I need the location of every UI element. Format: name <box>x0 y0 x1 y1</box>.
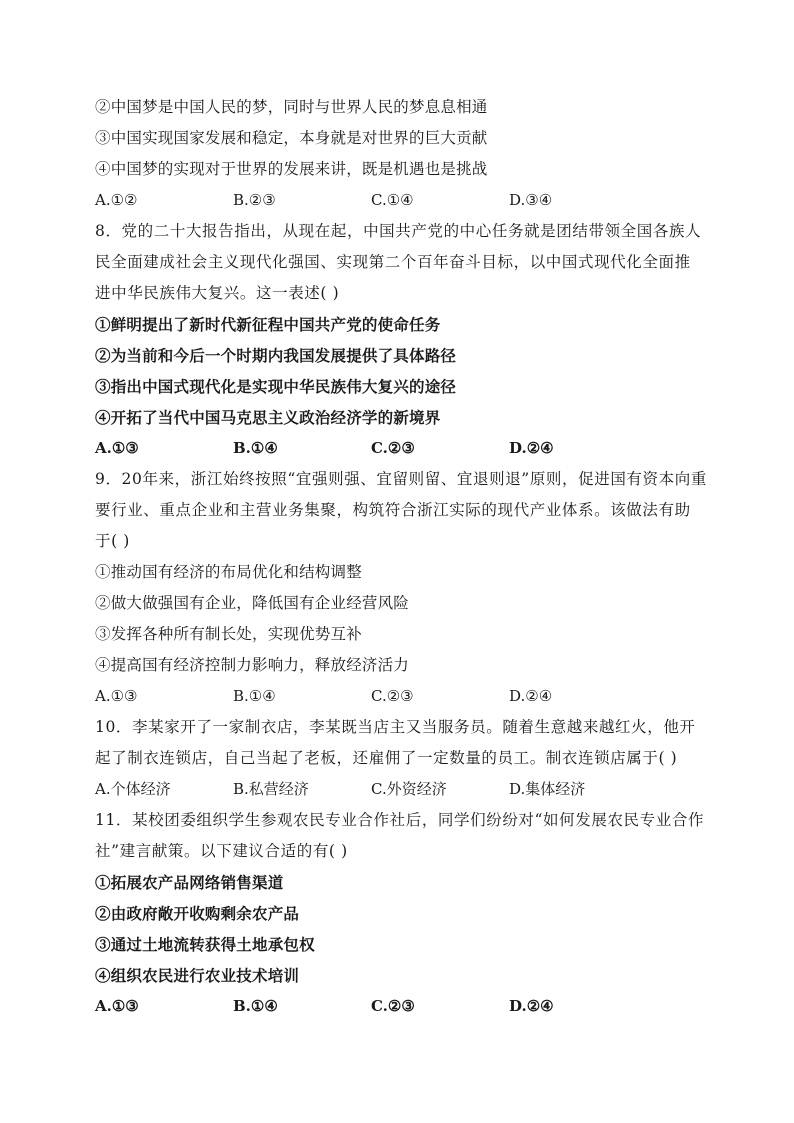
q9-statement-4: ④提高国有经济控制力影响力，释放经济活力 <box>95 656 410 674</box>
q8-stem-line: 民全面建成社会主义现代化强国、实现第二个百年奋斗目标，以中国式现代化全面推 <box>95 253 691 271</box>
q10-stem-line: 10．李某家开了一家制衣店，李某既当店主又当服务员。随着生意越来越红火，他开 <box>95 718 696 736</box>
q9-statement-3: ③发挥各种所有制长处，实现优势互补 <box>95 625 362 643</box>
q9-option-c[interactable]: C.②③ <box>371 687 414 705</box>
q9-stem-line: 于( ) <box>95 532 130 550</box>
q7-statement-4: ④中国梦的实现对于世界的发展来讲，既是机遇也是挑战 <box>95 160 488 178</box>
q11-option-d[interactable]: D.②④ <box>509 997 554 1015</box>
q8-options <box>95 433 705 464</box>
question-11 <box>95 805 705 1022</box>
q9-stem-line: 9．20年来，浙江始终按照“宜强则强、宜留则留、宜退则退”原则，促进国有资本向重 <box>95 470 707 488</box>
q10-option-a[interactable]: A.个体经济 <box>95 780 171 798</box>
q9-option-d[interactable]: D.②④ <box>509 687 553 705</box>
q8-stem-line: 8．党的二十大报告指出，从现在起，中国共产党的中心任务就是团结带领全国各族人 <box>95 222 702 240</box>
q9-statement-1: ①推动国有经济的布局优化和结构调整 <box>95 563 362 581</box>
q11-option-b[interactable]: B.①④ <box>233 997 278 1015</box>
q10-stem-line: 起了制衣连锁店，自己当起了老板，还雇佣了一定数量的员工。制衣连锁店属于( ) <box>95 749 678 767</box>
q11-statement-1: ①拓展农产品网络销售渠道 <box>95 873 284 892</box>
q7-option-c[interactable]: C.①④ <box>371 191 414 209</box>
q8-option-b[interactable]: B.①④ <box>233 439 278 457</box>
q8-option-a[interactable]: A.①③ <box>95 439 139 457</box>
q8-statement-4: ④开拓了当代中国马克思主义政治经济学的新境界 <box>95 408 441 427</box>
q7-options <box>95 185 705 216</box>
q11-statement-4: ④组织农民进行农业技术培训 <box>95 966 300 985</box>
q9-stem-line: 要行业、重点企业和主营业务集聚，构筑符合浙江实际的现代产业体系。该做法有助 <box>95 501 691 519</box>
q9-option-a[interactable]: A.①③ <box>95 687 138 705</box>
q8-option-d[interactable]: D.②④ <box>509 439 554 457</box>
q8-statement-2: ②为当前和今后一个时期内我国发展提供了具体路径 <box>95 346 457 365</box>
q8-statement-1: ①鲜明提出了新时代新征程中国共产党的使命任务 <box>95 315 441 334</box>
q10-stem <box>95 712 705 774</box>
q8-option-c[interactable]: C.②③ <box>371 439 415 457</box>
q11-stem <box>95 805 705 867</box>
q9-stem <box>95 464 705 557</box>
q11-option-c[interactable]: C.②③ <box>371 997 415 1015</box>
q10-option-b[interactable]: B.私营经济 <box>233 780 309 798</box>
q11-stem-line: 社”建言献策。以下建议合适的有( ) <box>95 842 348 860</box>
question-10 <box>95 712 705 805</box>
q11-options <box>95 991 705 1022</box>
q11-option-a[interactable]: A.①③ <box>95 997 139 1015</box>
q8-stem-line: 进中华民族伟大复兴。这一表述( ) <box>95 284 340 302</box>
exam-page <box>95 92 705 1022</box>
q11-statement-2: ②由政府敞开收购剩余农产品 <box>95 904 300 923</box>
q9-option-b[interactable]: B.①④ <box>233 687 276 705</box>
q7-option-b[interactable]: B.②③ <box>233 191 276 209</box>
q10-options <box>95 774 705 805</box>
q11-stem-line: 11．某校团委组织学生参观农民专业合作社后，同学们纷纷对“如何发展农民专业合作 <box>95 811 705 829</box>
q7-statement-2: ②中国梦是中国人民的梦，同时与世界人民的梦息息相通 <box>95 98 488 116</box>
q9-statement-2: ②做大做强国有企业，降低国有企业经营风险 <box>95 594 410 612</box>
q10-option-d[interactable]: D.集体经济 <box>509 780 586 798</box>
q8-statement-3: ③指出中国式现代化是实现中华民族伟大复兴的途径 <box>95 377 457 396</box>
q9-options <box>95 681 705 712</box>
q10-option-c[interactable]: C.外资经济 <box>371 780 447 798</box>
question-9 <box>95 464 705 712</box>
question-7-continued <box>95 92 705 216</box>
question-8 <box>95 216 705 464</box>
q7-statement-3: ③中国实现国家发展和稳定，本身就是对世界的巨大贡献 <box>95 129 488 147</box>
q7-option-a[interactable]: A.①② <box>95 191 138 209</box>
q8-stem <box>95 216 705 309</box>
q11-statement-3: ③通过土地流转获得土地承包权 <box>95 935 315 954</box>
q7-option-d[interactable]: D.③④ <box>509 191 553 209</box>
